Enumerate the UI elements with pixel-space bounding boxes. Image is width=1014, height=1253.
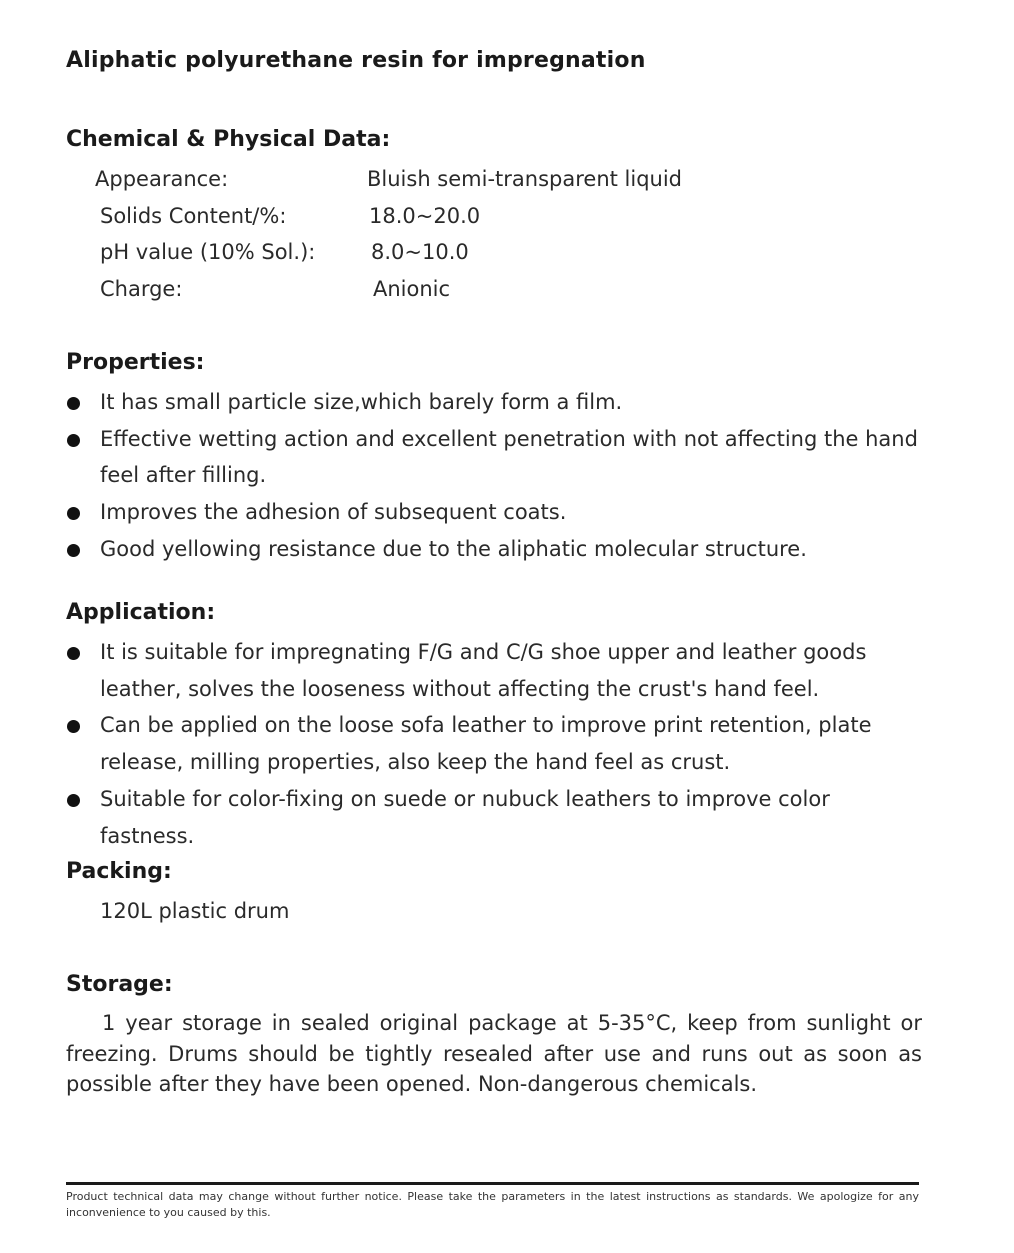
spec-value: 8.0~10.0	[371, 240, 469, 264]
bullet-icon	[67, 544, 80, 557]
spec-label: Appearance:	[95, 167, 229, 191]
storage-heading: Storage:	[66, 972, 173, 997]
spec-row-charge	[0, 271, 1014, 308]
spec-value: Anionic	[373, 277, 451, 301]
properties-heading: Properties:	[66, 350, 205, 375]
list-item-text: Suitable for color-fixing on suede or nubuck leathers to improve color fastness.	[100, 786, 830, 848]
list-item	[66, 421, 946, 494]
list-item-text: It has small particle size,which barely form a film.	[100, 390, 623, 414]
application-list	[66, 634, 946, 854]
properties-list	[66, 384, 946, 568]
list-item	[66, 634, 946, 707]
storage-text: 1 year storage in sealed original package at 5-35°C, keep from sunlight or freezing. Drums should be tightly resealed after use and runs out as soon as possible after they have been opened. Non-dangerous chemicals.	[66, 1011, 922, 1096]
bullet-icon	[67, 720, 80, 733]
spec-label: Solids Content/%:	[100, 204, 287, 228]
list-item	[66, 707, 946, 780]
list-item-text: Effective wetting action and excellent penetration with not affecting the hand feel after filling.	[100, 426, 918, 488]
spec-label: pH value (10% Sol.):	[100, 240, 316, 264]
list-item	[66, 781, 946, 854]
spec-row-appearance	[0, 161, 1014, 198]
chemical-physical-heading: Chemical & Physical Data:	[66, 127, 391, 152]
bullet-icon	[67, 507, 80, 520]
spec-label: Charge:	[100, 277, 183, 301]
list-item	[66, 494, 946, 531]
list-item	[66, 531, 946, 568]
spec-value: Bluish semi-transparent liquid	[367, 167, 683, 191]
packing-heading: Packing:	[66, 859, 172, 884]
list-item-text: Good yellowing resistance due to the aliphatic molecular structure.	[100, 536, 807, 561]
bullet-icon	[67, 397, 80, 410]
bullet-icon	[67, 434, 80, 447]
spec-value: 18.0~20.0	[369, 204, 481, 228]
bullet-icon	[67, 794, 80, 807]
footer-disclaimer: Product technical data may change without further notice. Please take the parameters in the latest instructions as standards. We apologize for any inconvenience to you caused by this.	[66, 1190, 919, 1219]
document-title: Aliphatic polyurethane resin for impregnation	[66, 48, 646, 73]
list-item-text: Can be applied on the loose sofa leather to improve print retention, plate release, milling properties, also keep the hand feel as crust.	[100, 713, 872, 775]
bullet-icon	[67, 647, 80, 660]
spec-row-solids	[0, 198, 1014, 235]
spec-row-ph	[0, 234, 1014, 271]
footer-divider	[66, 1182, 919, 1185]
packing-value: 120L plastic drum	[100, 899, 290, 923]
list-item-text: Improves the adhesion of subsequent coats.	[100, 500, 567, 525]
application-heading: Application:	[66, 600, 216, 625]
list-item	[66, 384, 946, 421]
list-item-text: It is suitable for impregnating F/G and C/G shoe upper and leather goods leather, solves the looseness without affecting the crust's hand feel.	[100, 640, 867, 701]
